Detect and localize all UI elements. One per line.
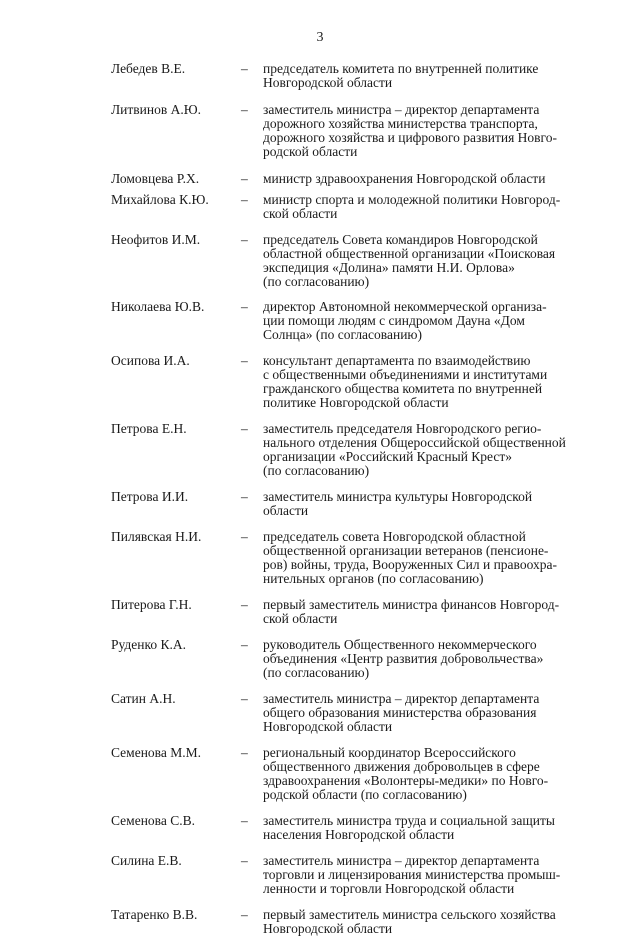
list-item [111, 193, 611, 221]
list-item [111, 854, 611, 896]
list-item [111, 692, 611, 734]
member-name: Петрова Е.Н. [111, 421, 187, 436]
member-position: директор Автономной некоммерческой организа- ции помощи людям с синдромом Дауна «Дом Солнца» (по согласованию) [263, 299, 547, 342]
member-name: Лебедев В.Е. [111, 61, 186, 76]
member-position: заместитель министра – директор департамента общего образования министерства образования Новгородской области [263, 691, 540, 734]
member-name: Литвинов А.Ю. [111, 102, 201, 117]
member-position: заместитель министра труда и социальной защиты населения Новгородской области [263, 813, 555, 842]
member-position: руководитель Общественного некоммерческого объединения «Центр развития добровольчества» (по согласованию) [263, 637, 544, 680]
member-name: Сатин А.Н. [111, 691, 176, 706]
member-position: министр здравоохранения Новгородской области [263, 171, 546, 186]
dash: – [241, 489, 248, 504]
list-item [111, 746, 611, 802]
list-item [111, 814, 611, 842]
dash: – [241, 61, 248, 76]
dash: – [241, 232, 248, 247]
member-position: консультант департамента по взаимодействию с общественными объединениями и институтами гражданского общества комитета по внутренней политике Новгородской области [263, 353, 548, 410]
member-position: заместитель министра культуры Новгородской области [263, 489, 533, 518]
list-item [111, 598, 611, 626]
member-name: Михайлова К.Ю. [111, 192, 209, 207]
member-position: заместитель министра – директор департамента дорожного хозяйства министерства транспорта, дорожного хозяйства и цифрового развития Новго- родской области [263, 102, 557, 159]
members-list [111, 62, 611, 936]
member-position: первый заместитель министра сельского хозяйства Новгородской области [263, 907, 556, 936]
member-position: заместитель председателя Новгородского регио- нального отделения Общероссийской общественной организации «Российский Красный Крест» (по согласованию) [263, 421, 566, 478]
member-position: председатель совета Новгородской областной общественной организации ветеранов (пенсионе- ров) войны, труда, Вооруженных Сил и правоохра- нительных органов (по согласованию) [263, 529, 557, 586]
member-name: Питерова Г.Н. [111, 597, 192, 612]
list-item [111, 103, 611, 159]
member-name: Семенова М.М. [111, 745, 201, 760]
list-item [111, 530, 611, 586]
dash: – [241, 192, 248, 207]
member-name: Николаева Ю.В. [111, 299, 205, 314]
list-item [111, 62, 611, 90]
member-position: председатель комитета по внутренней политике Новгородской области [263, 61, 539, 90]
dash: – [241, 637, 248, 652]
dash: – [241, 171, 248, 186]
dash: – [241, 691, 248, 706]
dash: – [241, 907, 248, 922]
list-item [111, 638, 611, 680]
page-number: 3 [316, 30, 324, 45]
dash: – [241, 813, 248, 828]
member-position: председатель Совета командиров Новгородской областной общественной организации «Поисковая экспедиция «Долина» памяти Н.И. Орлова» (по согласованию) [263, 232, 556, 289]
dash: – [241, 299, 248, 314]
dash: – [241, 745, 248, 760]
member-name: Петрова И.И. [111, 489, 189, 504]
list-item [111, 172, 611, 186]
list-item [111, 354, 611, 410]
member-position: министр спорта и молодежной политики Новгород- ской области [263, 192, 561, 221]
member-name: Осипова И.А. [111, 353, 190, 368]
list-item [111, 422, 611, 478]
member-position: региональный координатор Всероссийского общественного движения добровольцев в сфере здравоохранения «Волонтеры-медики» по Новго- родской области (по согласованию) [263, 745, 549, 802]
member-name: Пилявская Н.И. [111, 529, 202, 544]
member-name: Силина Е.В. [111, 853, 182, 868]
member-name: Неофитов И.М. [111, 232, 201, 247]
member-name: Семенова С.В. [111, 813, 195, 828]
member-name: Ломовцева Р.Х. [111, 171, 200, 186]
dash: – [241, 421, 248, 436]
dash: – [241, 102, 248, 117]
list-item [111, 908, 611, 936]
member-position: первый заместитель министра финансов Новгород- ской области [263, 597, 560, 626]
dash: – [241, 353, 248, 368]
list-item [111, 300, 611, 342]
dash: – [241, 529, 248, 544]
member-name: Руденко К.А. [111, 637, 186, 652]
dash: – [241, 597, 248, 612]
list-item [111, 490, 611, 518]
member-name: Татаренко В.В. [111, 907, 198, 922]
member-position: заместитель министра – директор департамента торговли и лицензирования министерства промыш- ленности и торговли Новгородской области [263, 853, 561, 896]
list-item [111, 233, 611, 289]
dash: – [241, 853, 248, 868]
